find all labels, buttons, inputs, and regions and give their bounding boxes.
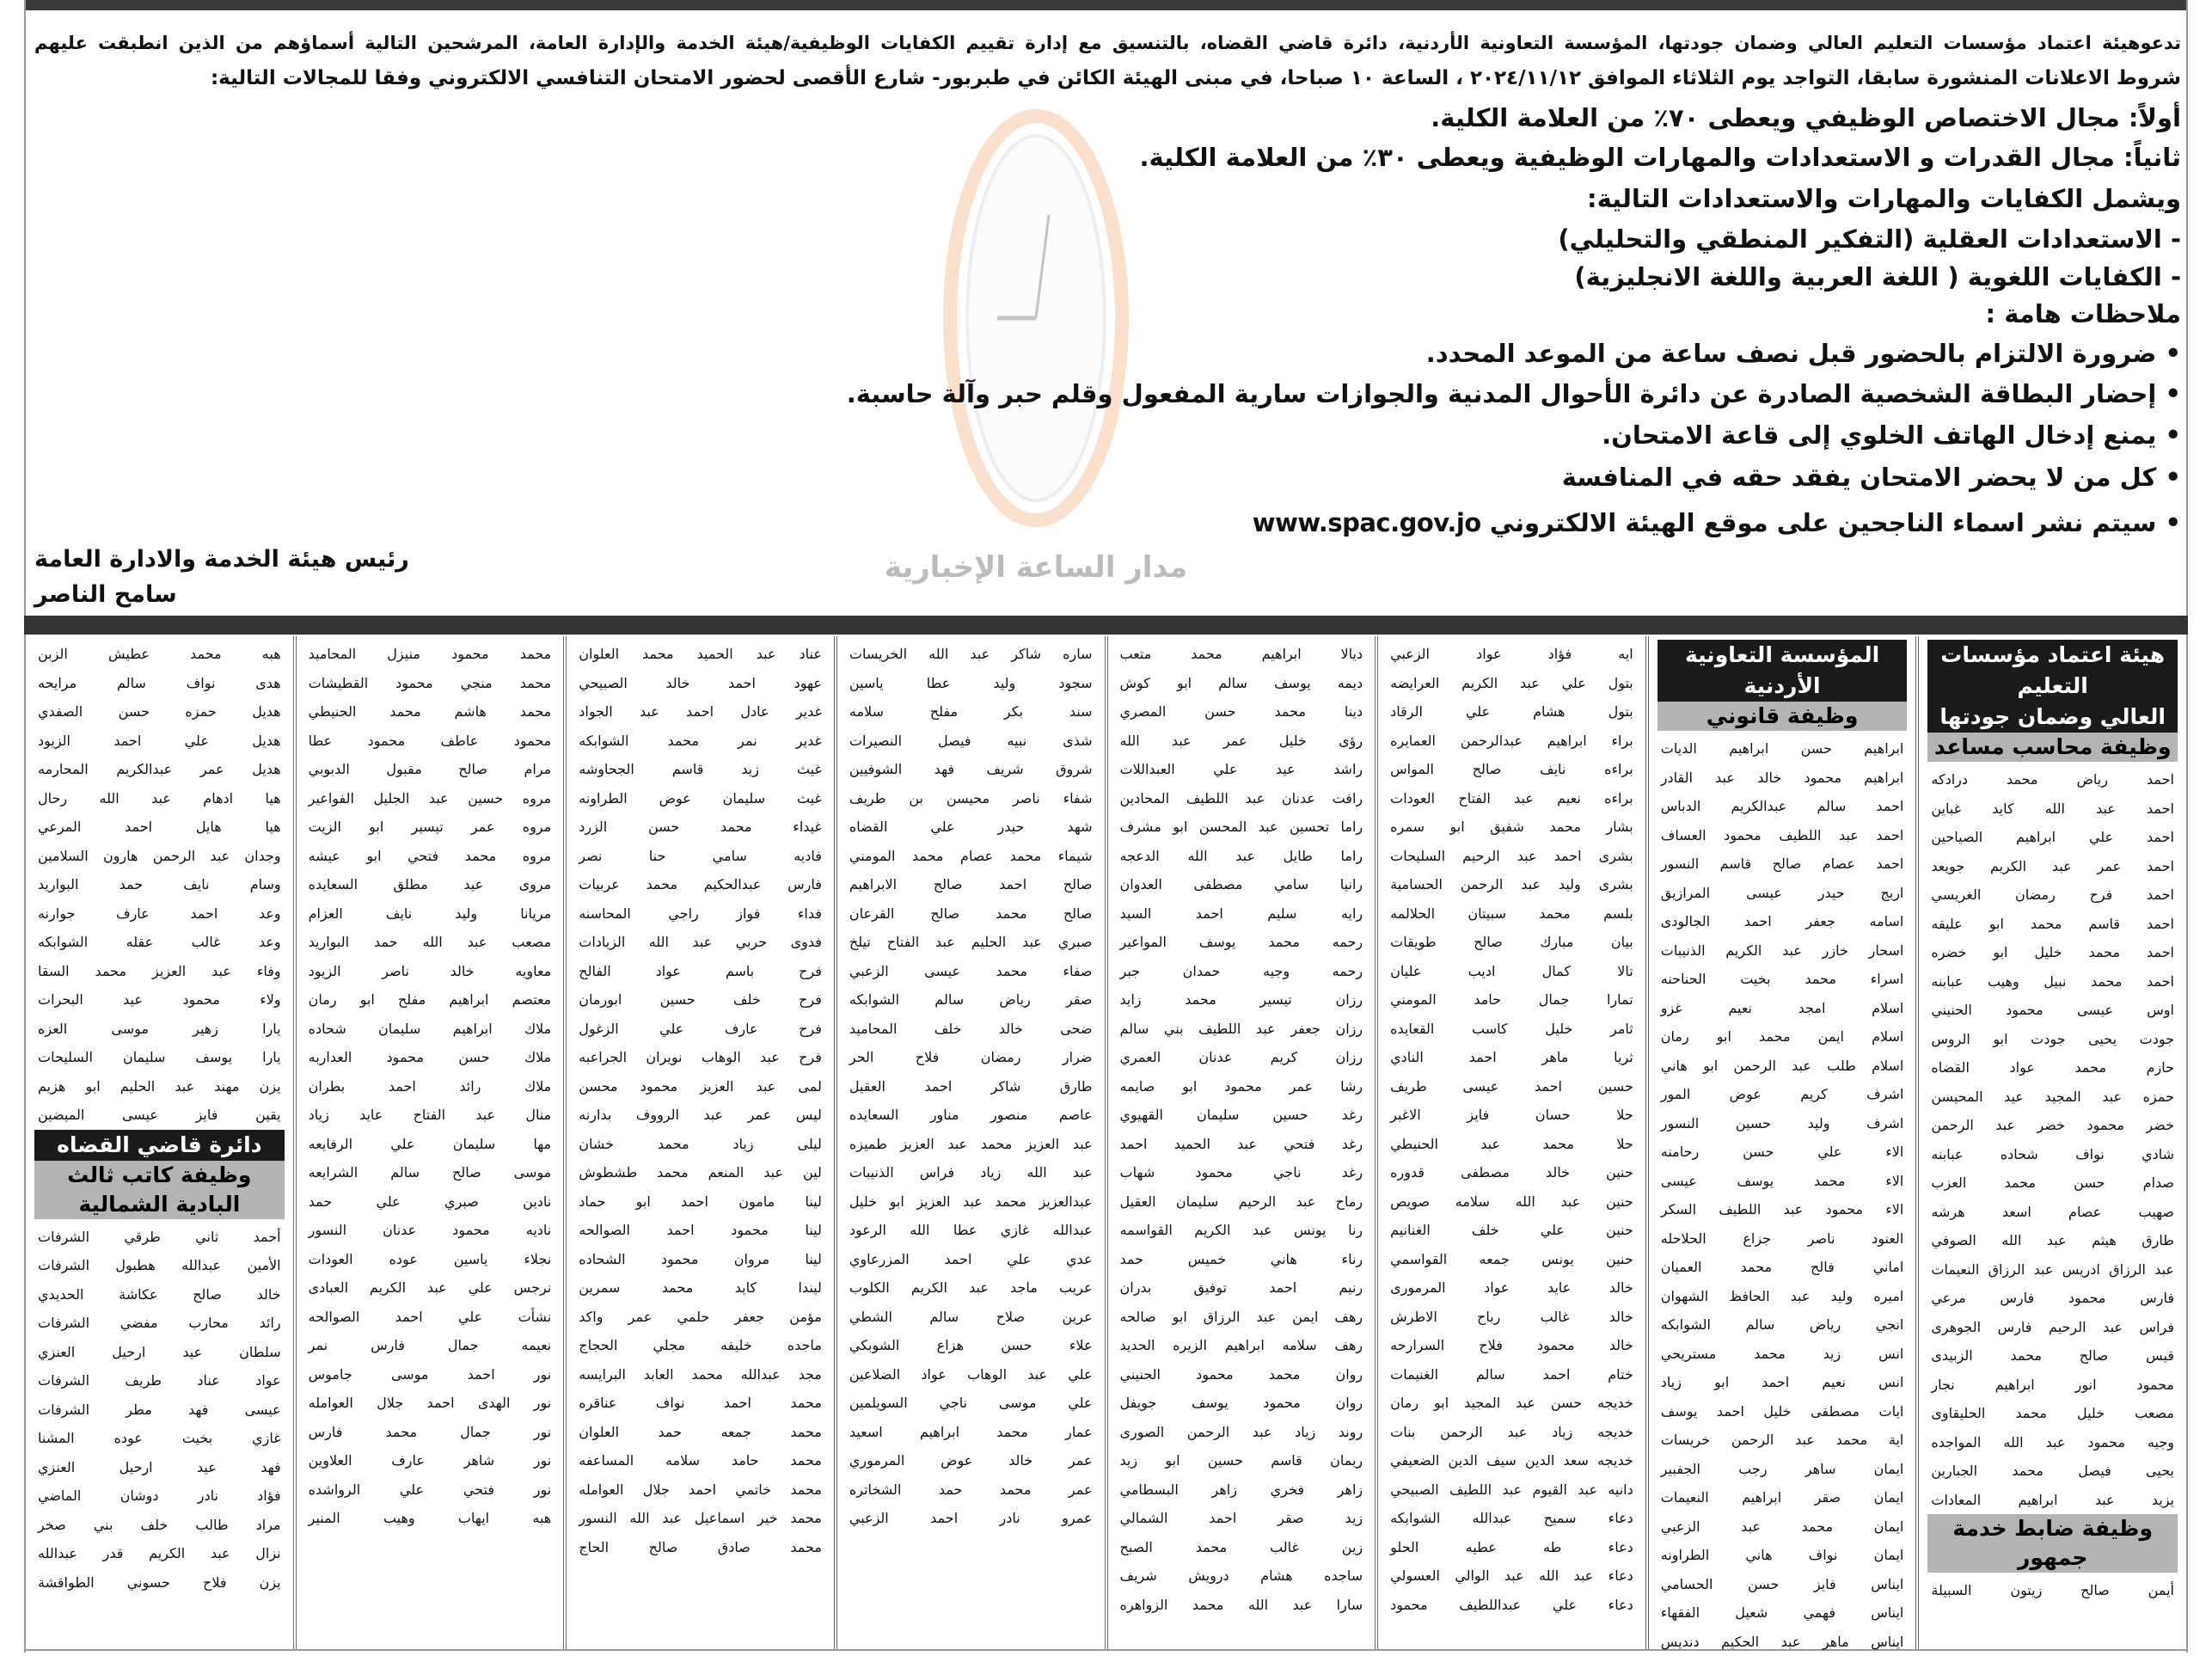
candidate-name: هديل حمزه حسن الصفدي [34, 697, 285, 727]
candidate-name: اسامه جعفر احمد الجالودى [1657, 907, 1908, 936]
signature-title: رئيس هيئة الخدمة والادارة العامة [34, 546, 409, 573]
candidate-name: فرح عارف علي الزغول [575, 1015, 825, 1044]
candidate-name: اريج حيدر عيسى المرازيق [1657, 879, 1908, 908]
candidate-name: رنيم احمد توفيق بدران [1117, 1273, 1367, 1303]
candidate-name: بشرى احمد عبد الرحيم السليحات [1387, 842, 1637, 871]
candidate-name: خديجه زياد عبد الرحمن بنات [1387, 1418, 1637, 1447]
candidate-name: عمرو نادر احمد الزعبي [846, 1504, 1096, 1533]
organization-heading [1927, 640, 2178, 733]
candidate-name: مها سليمان علي الرفايعه [305, 1130, 555, 1159]
candidate-name: تمارا جمال حامد المومني [1387, 985, 1637, 1015]
candidate-name: وسام نايف حمد البواريد [34, 870, 285, 899]
candidate-name: منال عبد الفتاح عايد زياد [305, 1101, 555, 1130]
candidate-name: عاصم منصور مناور السعايده [846, 1101, 1096, 1130]
candidate-name: أيمن صالح زيتون السبيلة [1927, 1576, 2178, 1605]
candidate-name: علي موسى ناجي السويلمين [846, 1389, 1096, 1418]
candidate-name: ليندا كايد محمد سمرين [575, 1273, 825, 1303]
job-title-heading [1927, 1514, 2178, 1573]
candidate-name: خالد صالح عكاشة الحديدي [34, 1280, 285, 1309]
candidate-name: نرجس علي عبد الكريم العبادى [305, 1273, 555, 1303]
candidate-name: روان محمود يوسف جويفل [1117, 1389, 1367, 1418]
candidate-name: حمزه عبد المجيد عيد المحيسن [1927, 1083, 2178, 1112]
candidate-name: زاهر فخري زاهر البسطامي [1117, 1475, 1367, 1505]
candidate-name: محمد صادق صالح الحاج [575, 1533, 825, 1562]
candidate-name: ديمه يوسف سالم ابو كوش [1117, 669, 1367, 698]
candidate-name: شهد حيدر علي القضاه [846, 813, 1096, 842]
candidate-name: براءه نعيم عبد الفتاح العودات [1387, 784, 1637, 813]
candidate-name: دعاء سميح عبدالله الشوابكه [1387, 1504, 1637, 1533]
candidate-name: رافت عدنان عبد اللطيف المحادين [1117, 784, 1367, 813]
candidate-name: انجي رياض سالم الشوابكه [1657, 1310, 1908, 1340]
candidate-name: فاديه سامي حنا نصر [575, 842, 825, 871]
candidate-name: رانيا سامي مصطفى العدوان [1117, 870, 1367, 899]
candidate-name: احمد عبد اللطيف محمود العساف [1657, 821, 1908, 850]
candidate-name: احمد محمد خليل ابو خضره [1927, 938, 2178, 967]
candidate-name: أحمد ثاني طرقي الشرفات [34, 1223, 285, 1252]
candidate-name: بشرى وليد عبد الرحمن الحسامية [1387, 870, 1637, 899]
candidate-name: رغد ناجي محمود شهاب [1117, 1158, 1367, 1187]
candidate-column [834, 636, 1105, 1649]
candidate-name: لينا مروان محمود الشحاده [575, 1245, 825, 1274]
heading-line: دائرة قاضي القضاه [34, 1130, 285, 1161]
candidate-name: ضرار رمضان فلاح الحر [846, 1043, 1096, 1072]
candidate-name: اسلام طلب عبد الرحمن ابو هاني [1657, 1052, 1908, 1081]
heading-line: هيئة اعتماد مؤسسات التعليم [1927, 640, 2178, 702]
competency-mental: - الاستعدادات العقلية (التفكير المنطقي والتحليلي) [34, 222, 2181, 256]
candidate-name: فرح عبد الوهاب نويران الجراعبه [575, 1043, 825, 1072]
candidate-name: يزيد عبد ابراهيم المعادات [1927, 1486, 2178, 1515]
heading-line: وظيفة ضابط خدمة جمهور [1927, 1514, 2178, 1573]
candidate-name: نور شاهر عارف العلاوين [305, 1446, 555, 1475]
candidate-name: حلا حسان فايز الاغبر [1387, 1101, 1637, 1130]
candidate-name: غدير نمر محمد الشوابكه [575, 727, 825, 756]
competency-language: - الكفايات اللغوية ( اللغة العربية واللغة الانجليزية) [34, 260, 2181, 294]
page-border-right [2186, 0, 2188, 1653]
candidate-name: محمد محمود منيزل المحاميد [305, 640, 555, 669]
candidate-name: الاء علي حسن رحامنه [1657, 1138, 1908, 1167]
candidate-name: الاء محمد يوسف عيسى [1657, 1167, 1908, 1196]
candidate-name: عواد عناد طريف الشرفات [34, 1366, 285, 1395]
candidate-name: بشار محمد شفيق ابو سمره [1387, 813, 1637, 842]
candidate-name: زيد صقر احمد الشمالي [1117, 1504, 1367, 1533]
candidate-name: حازم محمد عواد القضاه [1927, 1053, 2178, 1083]
candidate-name: فارس عبدالحكيم محمد عربيات [575, 870, 825, 899]
candidate-name: اشرف كريم عوض المور [1657, 1080, 1908, 1109]
section-second: ثانياً: مجال القدرات و الاستعدادات والمهارات الوظيفية ويعطى ٣٠٪ من العلامة الكلية. [34, 140, 2181, 175]
candidate-name: حنين يونس جمعه القواسمي [1387, 1245, 1637, 1274]
candidate-name: هديل عمر عبدالكريم المحارمه [34, 755, 285, 784]
candidate-name: براء ابراهيم عبدالرحمن العمايره [1387, 727, 1637, 756]
candidate-name: اسحار خازر عبد الكريم الذنيبات [1657, 936, 1908, 966]
candidate-name: براءه نايف صالح المواس [1387, 755, 1637, 784]
candidate-name: انس زيد محمد مستريحي [1657, 1340, 1908, 1369]
candidate-column [563, 636, 834, 1649]
candidate-name: بتول هشام علي الرقاد [1387, 697, 1637, 727]
candidate-name: يارا يوسف سليمان السليحات [34, 1043, 285, 1072]
candidate-name: ماجده خليفه مجلي الحجاج [575, 1331, 825, 1360]
candidate-name: صالح احمد صالح الابراهيم [846, 870, 1096, 899]
candidate-name: ساره شاكر عبد الله الخريسات [846, 640, 1096, 669]
candidate-name: محمد منجي محمود القطيشات [305, 669, 555, 698]
section-first: أولاً: مجال الاختصاص الوظيفي ويعطى ٧٠٪ من العلامة الكلية. [34, 101, 2181, 135]
candidate-name: فراس عبد الرحيم فارس الجوهرى [1927, 1313, 2178, 1342]
candidate-name: رايه سليم احمد السيد [1117, 899, 1367, 929]
candidate-name: نجلاء ياسين عوده العودات [305, 1245, 555, 1274]
candidate-name: رزان جعفر عبد اللطيف بني سالم [1117, 1015, 1367, 1044]
candidate-name: رغد فتحي عبد الحميد احمد [1117, 1130, 1367, 1159]
candidate-name: سلطان عيد ارحيل العنزي [34, 1338, 285, 1367]
job-title-heading [34, 1161, 285, 1219]
candidate-name: بيان مبارك صالح طويقات [1387, 928, 1637, 957]
candidate-name: نادين صبري علي حمد [305, 1187, 555, 1217]
job-title-heading [1927, 733, 2178, 762]
candidate-name: عبد العزيز محمد عبد العزيز طميزه [846, 1130, 1096, 1159]
candidate-name: ايمان ساهر رجب الجفبير [1657, 1455, 1908, 1484]
candidate-name: فارس محمود فارس مرعي [1927, 1284, 2178, 1313]
candidate-name: يحيى فيصل محمد الجبارين [1927, 1457, 2178, 1486]
candidate-name: محمد خاتمي احمد جلال العوامله [575, 1475, 825, 1505]
candidate-name: اية محمد عبد الرحمن خريسات [1657, 1426, 1908, 1455]
candidate-name: ملاك حسن محمود العداربه [305, 1043, 555, 1072]
candidate-name: طارق شاكر احمد العقيل [846, 1072, 1096, 1101]
candidate-name: وعد غالب عقله الشوابكه [34, 928, 285, 957]
candidate-name: خديجه سعد الدين سيف الدين الضعيفي [1387, 1446, 1637, 1475]
candidate-name: العنود ناصر جزاع الحلاحله [1657, 1224, 1908, 1254]
candidate-name: هيا ادهام عبد الله رحال [34, 784, 285, 813]
candidate-name: فؤاد نادر دوشان الماضي [34, 1481, 285, 1511]
candidate-name: وجدان عبد الرحمن هارون السلامين [34, 842, 285, 871]
candidate-name: مرام صالح مقبول الدبوبي [305, 755, 555, 784]
candidate-name: لينا مامون احمد ابو حماد [575, 1187, 825, 1217]
candidate-name: بلسم محمد سبيتان الحلالمه [1387, 899, 1637, 929]
candidate-name: عهود احمد خالد الصبيحي [575, 669, 825, 698]
candidate-name: نور فتحي علي الرواشده [305, 1475, 555, 1505]
candidate-name: يقين فايز عيسى الميضين [34, 1101, 285, 1130]
candidate-name: راما تحسين عبد المحسن ابو مشرف [1117, 813, 1367, 842]
candidate-name: ملاك ابراهيم سليمان شحاده [305, 1015, 555, 1044]
candidate-name: صالح محمد صالح القرعان [846, 899, 1096, 929]
candidate-name: هيا هايل احمد المرعي [34, 813, 285, 842]
candidate-name: مصعب عبد الله حمد البواريد [305, 928, 555, 957]
candidate-name: مروى عيد مطلق السعايده [305, 870, 555, 899]
candidate-name: جودت يحيى جودت ابو الروس [1927, 1025, 2178, 1054]
candidate-name: عبدالله غازي عطا الله الرعود [846, 1216, 1096, 1245]
candidate-name: هبه محمد عطيش الزبن [34, 640, 285, 669]
candidate-name: خالد محمود فلاح السرارحه [1387, 1331, 1637, 1360]
candidate-name: اشرف وليد حسين النسور [1657, 1109, 1908, 1138]
candidate-name: ايناس فايز حسن الحسامي [1657, 1570, 1908, 1599]
candidate-name: احمد قاسم محمد ابو عليقه [1927, 910, 2178, 939]
note-item: • يمنع إدخال الهاتف الخلوي إلى قاعة الامتحان. [34, 418, 2181, 452]
candidate-name: شيماء محمد عصام محمد المومني [846, 842, 1096, 871]
candidate-name: عمر محمد حمد الشخاتره [846, 1475, 1096, 1505]
heading-line: العالي وضمان جودتها [1927, 702, 2178, 733]
competencies-intro: ويشمل الكفايات والمهارات والاستعدادات التالية: [34, 181, 2181, 216]
candidate-name: غيث زيد قاسم الجحاوشه [575, 755, 825, 784]
job-title-heading [1657, 702, 1908, 731]
candidate-name: لمى عبد العزيز محمود محسن [575, 1072, 825, 1101]
candidate-name: فرح خلف حسين ابورمان [575, 985, 825, 1015]
candidate-name: تالا كمال اديب عليان [1387, 957, 1637, 986]
candidate-name: رؤى خليل عمر عبد الله [1117, 727, 1367, 756]
candidate-name: وعد احمد عارف جوارنه [34, 899, 285, 929]
candidate-name: احمد سالم عبدالكريم الدباس [1657, 792, 1908, 821]
candidate-name: فداء فواز راجي المحاسنه [575, 899, 825, 929]
candidate-name: ثامر خليل كاسب القعايده [1387, 1015, 1637, 1044]
candidate-columns [26, 636, 2186, 1651]
candidate-name: عريب ماجد عبد الكريم الكلوب [846, 1273, 1096, 1303]
candidate-name: اميره وليد عبد الحافظ الشهوان [1657, 1282, 1908, 1311]
candidate-name: بتول علي عبد الكريم العرايضه [1387, 669, 1637, 698]
candidate-name: عمار محمد ابراهيم اسعيد [846, 1418, 1096, 1447]
candidate-name: ديالا ابراهيم محمد متعب [1117, 640, 1367, 669]
candidate-name: شذى نبيه فيصل النصيرات [846, 727, 1096, 756]
candidate-name: عيسى فهد مطر الشرفات [34, 1395, 285, 1425]
candidate-column [1105, 636, 1376, 1649]
candidate-name: نشأت علي احمد الصوالحه [305, 1303, 555, 1332]
candidate-name: عناد عبد الحميد محمد العلوان [575, 640, 825, 669]
candidate-column [1645, 636, 1916, 1649]
candidate-name: سارا عبد الله محمد الزواهره [1117, 1591, 1367, 1620]
candidate-name: طارق هيثم عبد الله الصوفي [1927, 1226, 2178, 1255]
candidate-name: عبد الله زياد فراس الذنيبات [846, 1158, 1096, 1187]
candidate-name: ولاء محمود عيد البحرات [34, 985, 285, 1015]
candidate-name: ريمان قاسم حسين ابو زيد [1117, 1446, 1367, 1475]
candidate-name: عبدالعزيز محمد عبد العزيز ابو خليل [846, 1187, 1096, 1217]
candidate-name: محمد حامد سلامه المساعفه [575, 1446, 825, 1475]
candidate-name: رحمه وجيه حمدان جبر [1117, 957, 1367, 986]
candidate-name: صفاء محمد عيسى الزعبي [846, 957, 1096, 986]
candidate-name: عمر خالد عوض المرموري [846, 1446, 1096, 1475]
heading-line: وظيفة قانوني [1657, 702, 1908, 731]
section-divider [24, 616, 2188, 635]
candidate-name: هبه ايهاب وهيب المنير [305, 1504, 555, 1533]
candidate-name: يزن مهند عبد الحليم ابو هزيم [34, 1072, 285, 1101]
candidate-name: معتصم ابراهيم مفلح ابو رمان [305, 985, 555, 1015]
candidate-name: غازي بخيت عوده المشنا [34, 1424, 285, 1453]
candidate-name: دعاء طه عطيه الحلو [1387, 1533, 1637, 1562]
candidate-name: اسلام ايمن محمد ابو رمان [1657, 1022, 1908, 1052]
candidate-name: فرح باسم عواد الفالح [575, 957, 825, 986]
candidate-name: الأمين عبدالله هطبول الشرفات [34, 1251, 285, 1280]
candidate-name: خديجه حسن عبد المجيد ابو رمان [1387, 1389, 1637, 1418]
candidate-name: ايه فؤاد عواد الزعبي [1387, 640, 1637, 669]
candidate-name: وفاء عبد العزيز محمد السقا [34, 957, 285, 986]
candidate-name: دينا محمد حسن المصري [1117, 697, 1367, 727]
candidate-name: روان محمد محمود الحنيني [1117, 1360, 1367, 1389]
candidate-name: راشد عيد علي العبداللات [1117, 755, 1367, 784]
candidate-name: مروه عمر تيسير ابو الزيت [305, 813, 555, 842]
watermark-text: مدار الساعة الإخبارية [843, 550, 1229, 585]
candidate-name: غيث سليمان عوض الطراونه [575, 784, 825, 813]
candidate-name: احمد محمد نبيل وهيب عبابنه [1927, 967, 2178, 997]
candidate-name: ايناس فهمي شعيل الفقهاء [1657, 1598, 1908, 1628]
candidate-name: فدوى حربي عبد الله الزيادات [575, 928, 825, 957]
candidate-name: ابراهيم محمود خالد عبد القادر [1657, 764, 1908, 793]
candidate-name: حنين خالد مصطفى قدوره [1387, 1158, 1637, 1187]
candidate-name: اسراء محمد بخيت الحناحنه [1657, 965, 1908, 994]
candidate-name: ختام احمد سالم الغنيمات [1387, 1360, 1637, 1389]
candidate-name: غيداء محمد حسن الزرد [575, 813, 825, 842]
candidate-name: مجد عبدالله محمد العابد البرايسه [575, 1360, 825, 1389]
candidate-name: رزان تيسير محمد زايد [1117, 985, 1367, 1015]
candidate-name: قيس صالح محمد الزبيدى [1927, 1341, 2178, 1371]
note-item: • كل من لا يحضر الامتحان يفقد حقه في المنافسة [34, 460, 2181, 494]
candidate-name: رائد محارب مفضي الشرفات [34, 1309, 285, 1338]
candidate-name: ناديه محمود عدنان النسور [305, 1216, 555, 1245]
candidate-name: رنا يونس عبد الكريم القواسمه [1117, 1216, 1367, 1245]
candidate-column [293, 636, 564, 1649]
candidate-name: رناء هاني خميس حمد [1117, 1245, 1367, 1274]
candidate-name: الاء محمود عبد اللطيف السكر [1657, 1195, 1908, 1224]
candidate-name: سجود وليد عطا ياسين [846, 669, 1096, 698]
candidate-name: شادي نواف شحاده عبابنه [1927, 1140, 2178, 1169]
candidate-name: شفاء ناصر محيسن بن طريف [846, 784, 1096, 813]
candidate-name: ضحى خالد خلف المحاميد [846, 1015, 1096, 1044]
candidate-name: مؤمن جعفر حلمي عمر واكد [575, 1303, 825, 1332]
candidate-name: عدي علي احمد المزرعاوي [846, 1245, 1096, 1274]
candidate-name: صدام حسن محمد العزب [1927, 1168, 2178, 1198]
candidate-name: مروه حسين عبد الجليل الفواعير [305, 784, 555, 813]
candidate-name: محمود انور ابراهيم نجار [1927, 1371, 2178, 1400]
candidate-name: احمد فرح رمضان الغريسي [1927, 880, 2178, 910]
candidate-name: راما طايل عبد الله الدعجه [1117, 842, 1367, 871]
candidate-name: احمد رياض محمد درادكه [1927, 765, 2178, 794]
candidate-name: ايمان صقر ابراهيم النعيمات [1657, 1483, 1908, 1512]
candidate-name: عبد الرزاق ادريس عبد الرزاق النعيمات [1927, 1255, 2178, 1285]
candidate-name: سند بكر مفلح سلامه [846, 697, 1096, 727]
candidate-name: رحمه محمد يوسف المواعير [1117, 928, 1367, 957]
candidate-name: صبري عبد الحليم عبد الفتاح تيلخ [846, 928, 1096, 957]
candidate-name: رغد حسين سليمان القهيوي [1117, 1101, 1367, 1130]
candidate-name: وجيه محمود عبد الله المواجده [1927, 1428, 2178, 1457]
candidate-name: محمد هاشم محمد الحنيطي [305, 697, 555, 727]
candidate-name: يزن فلاح حسوني الطواقشة [34, 1568, 285, 1598]
candidate-name: اسلام امجد نعيم غزو [1657, 994, 1908, 1023]
candidate-name: انس نعيم احمد ابو زياد [1657, 1368, 1908, 1397]
candidate-name: دانيه عبد القيوم عبد اللطيف الصبيحي [1387, 1475, 1637, 1505]
candidate-name: موسى صالح سالم الشرايعه [305, 1158, 555, 1187]
candidate-name: مراد طالب خلف بني صخر [34, 1511, 285, 1540]
candidate-name: رزان كريم عدنان العمري [1117, 1043, 1367, 1072]
candidate-name: مروه محمد فتحي ابو عيشه [305, 842, 555, 871]
note-item: • إحضار البطاقة الشخصية الصادرة عن دائرة الأحوال المدنية والجوازات سارية المفعول وقلم حبر وآلة حاسبة. [34, 377, 2181, 411]
intro-line-1: تدعوهيئة اعتماد مؤسسات التعليم العالي وضمان جودتها، المؤسسة التعاونية الأردنية، دائرة قاضي القضاه، بالتنسيق مع إدارة تقييم الكفايات الوظيفية/هيئة الخدمة والإدارة العامة، المرشحين التالية أسماؤهم من الذين انطبقت عليهم [34, 26, 2181, 60]
signature-name: سامح الناصر [34, 581, 177, 608]
candidate-name: صقر رياض سالم الشوابكه [846, 985, 1096, 1015]
candidate-name: ايمان محمد عبد الزعبي [1657, 1512, 1908, 1542]
candidate-name: نعيمه جمال فارس نمر [305, 1331, 555, 1360]
candidate-name: هدى نواف سالم مرايحه [34, 669, 285, 698]
candidate-name: محمد جمعه حمد العلوان [575, 1418, 825, 1447]
candidate-name: علي عبد الوهاب عواد الضلاعين [846, 1360, 1096, 1389]
candidate-name: صهيب عصام اسعد هرشه [1927, 1198, 2178, 1227]
candidate-name: ايمان نواف هاني الطراونه [1657, 1541, 1908, 1570]
candidate-name: حنين عبد الله سلامه صويص [1387, 1187, 1637, 1217]
candidate-name: ملاك رائد احمد بطران [305, 1072, 555, 1101]
candidate-name: رشا عمر محمود ابو صايمه [1117, 1072, 1367, 1101]
candidate-name: زين غالب محمد الصبح [1117, 1533, 1367, 1562]
candidate-column [26, 636, 293, 1649]
organization-heading [1657, 640, 1908, 702]
candidate-name: اوس عيسى محمود الحنيني [1927, 996, 2178, 1025]
candidate-name: احمد عصام صالح قاسم النسور [1657, 849, 1908, 879]
candidate-name: حسين احمد عيسى طريف [1387, 1072, 1637, 1101]
candidate-column [1375, 636, 1645, 1649]
candidate-name: رهف سلامه ابراهيم الزيره الحديد [1117, 1331, 1367, 1360]
candidate-name: دعاء عبد الله عبد الوالي العسولي [1387, 1561, 1637, 1591]
heading-line: وظيفة محاسب مساعد [1927, 733, 2178, 762]
candidate-name: حنين علي خلف الغنانيم [1387, 1216, 1637, 1245]
candidate-name: خالد عايد عواد المرمورى [1387, 1273, 1637, 1303]
candidate-name: نور الهدى احمد جلال العوامله [305, 1389, 555, 1418]
candidate-name: احمد علي ابراهيم الصياحين [1927, 823, 2178, 852]
candidate-name: ساجده هشام درويش شريف [1117, 1561, 1367, 1591]
candidate-name: نور احمد موسى جاموس [305, 1360, 555, 1389]
organization-heading [34, 1130, 285, 1161]
candidate-name: يارا زهير موسى العزه [34, 1015, 285, 1044]
candidate-column [1915, 636, 2186, 1649]
candidate-name: نور جمال محمد فارس [305, 1418, 555, 1447]
intro-line-2: شروط الاعلانات المنشورة سابقا، التواجد يوم الثلاثاء الموافق ٢٠٢٤/١١/١٢ ، الساعة ١٠ صباحا، في مبنى الهيئة الكائن في طبربور- شارع الأقصى لحضور الامتحان التنافسي الالكتروني وفقا للمجالات التالية: [34, 61, 2181, 95]
candidate-name: معاويه خالد ناصر الزيود [305, 957, 555, 986]
candidate-name: علاء حسن هزاع الشوبكي [846, 1331, 1096, 1360]
candidate-name: فهد عيد ارحيل العنزي [34, 1453, 285, 1482]
candidate-name: ايات مصطفى خليل احمد يوسف [1657, 1397, 1908, 1426]
heading-line: المؤسسة التعاونية الأردنية [1657, 640, 1908, 702]
notes-heading: ملاحظات هامة : [34, 297, 2181, 331]
note-item: • ضرورة الالتزام بالحضور قبل نصف ساعة من الموعد المحدد. [34, 336, 2181, 371]
candidate-name: عرين صلاح سالم الشطي [846, 1303, 1096, 1332]
candidate-name: محمد خير اسماعيل عبد الله النسور [575, 1504, 825, 1533]
candidate-name: محمود عاطف محمود عطا [305, 727, 555, 756]
heading-line: وظيفة كاتب ثالث [34, 1161, 285, 1190]
candidate-name: لينا محمود احمد الصوالحه [575, 1216, 825, 1245]
candidate-name: شروق شريف فهد الشوفيين [846, 755, 1096, 784]
candidate-name: احمد عبد الله كايد غباين [1927, 794, 2178, 824]
candidate-name: دعاء علي عبداللطيف محمود [1387, 1591, 1637, 1620]
candidate-name: لين عبد المنعم محمد طشطوش [575, 1158, 825, 1187]
top-rule [24, 0, 2188, 10]
candidate-name: ليس عمر عبد الرووف بدارنه [575, 1101, 825, 1130]
candidate-name: خالد غالب رباح الاطرش [1387, 1303, 1637, 1332]
candidate-name: احمد عمر عبد الكريم جويعد [1927, 852, 2178, 881]
candidate-name: ليلى زياد محمد خشان [575, 1130, 825, 1159]
candidate-name: رهف ايمن عبد الرزاق ابو صالحه [1117, 1303, 1367, 1332]
candidate-name: رماح عبد الرحيم سليمان العقيل [1117, 1187, 1367, 1217]
candidate-name: غدير عادل احمد عبد الجواد [575, 697, 825, 727]
candidate-name: خضر محمود خضر عبد الرحمن [1927, 1111, 2178, 1140]
candidate-name: مصعب خليل محمد الحليقاوى [1927, 1399, 2178, 1428]
candidate-name: ايناس ماهر عبد الحكيم دنديس [1657, 1628, 1908, 1656]
candidate-name: هديل علي احمد الزيود [34, 727, 285, 756]
candidate-name: نزال عبد الكريم قدر عبدالله [34, 1539, 285, 1568]
candidate-name: مريانا وليد نايف العزام [305, 899, 555, 929]
candidate-name: حلا محمد عبد الحنيطي [1387, 1130, 1637, 1159]
candidate-name: اماني فالح محمد العميان [1657, 1253, 1908, 1282]
candidate-name: روند زياد عبد الرحمن الصورى [1117, 1418, 1367, 1447]
candidate-name: محمد احمد نواف عناقره [575, 1389, 825, 1418]
note-website: • سيتم نشر اسماء الناجحين على موقع الهيئة الالكتروني www.spac.gov.jo [34, 506, 2181, 540]
candidate-name: ابراهيم حسن ابراهيم الديات [1657, 734, 1908, 764]
heading-line: البادية الشمالية [34, 1190, 285, 1219]
candidate-name: ثريا ماهر احمد النادي [1387, 1043, 1637, 1072]
